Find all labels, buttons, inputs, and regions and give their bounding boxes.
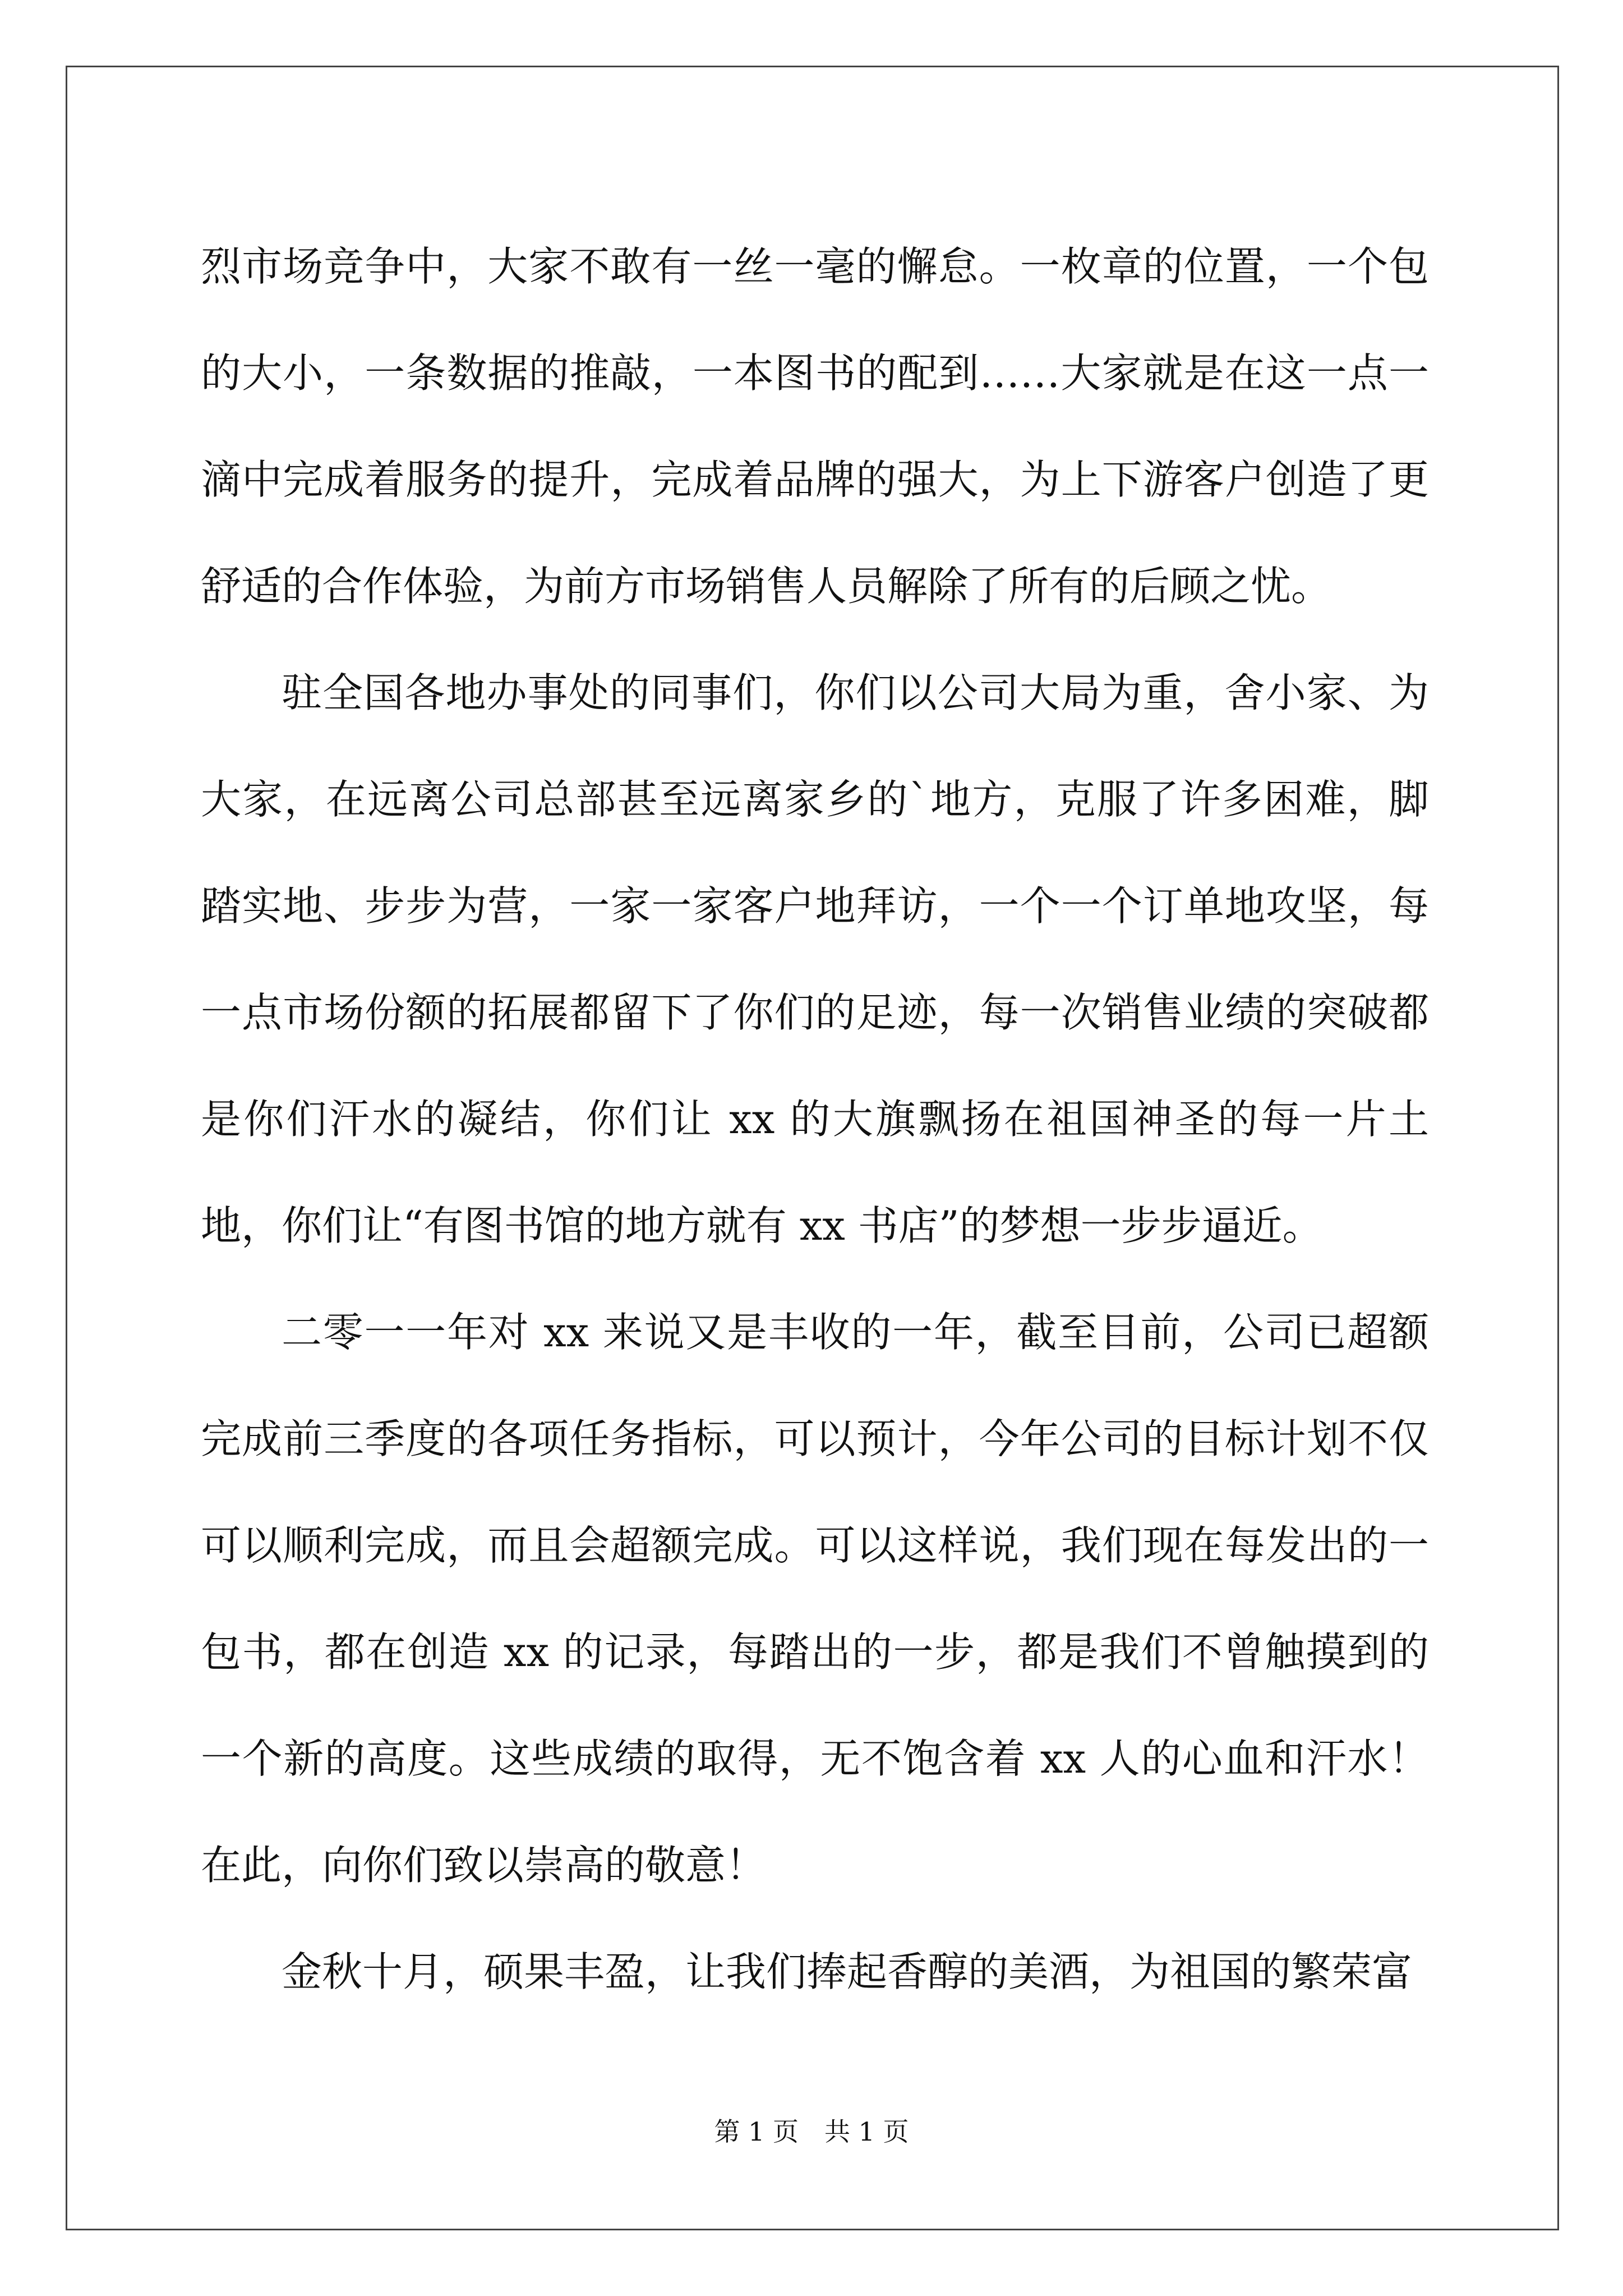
paragraph-4: 金秋十月，硕果丰盈，让我们捧起香醇的美酒，为祖国的繁荣富 [282, 1948, 1413, 1995]
paragraph-1: 烈市场竞争中，大家不敢有一丝一毫的懈怠。一枚章的位置，一个包的大小，一条数据的推敲，一本图书的配到……大家就是在这一点一滴中完成着服务的提升，完成着品牌的强大，为上下游客户创造了更舒适的合作体验，为前方市场销售人员解除了所有的后顾之忧。 [201, 243, 1429, 610]
paragraph-3: 二零一一年对 xx 来说又是丰收的一年，截至目前，公司已超额完成前三季度的各项任务指标，可以预计，今年公司的目标计划不仅可以顺利完成，而且会超额完成。可以这样说，我们现在每发出的一包书，都在创造 xx 的记录，每踏出的一步，都是我们不曾触摸到的一个新的高度。这些成绩的取得，无不饱含着 xx 人的心血和汗水！在此，向你们致以崇高的敬意！ [201, 1309, 1429, 1889]
paragraph-2: 驻全国各地办事处的同事们，你们以公司大局为重，舍小家、为大家，在远离公司总部甚至远离家乡的`地方，克服了许多困难，脚踏实地、步步为营，一家一家客户地拜访，一个一个订单地攻坚，每一点市场份额的拓展都留下了你们的足迹，每一次销售业绩的突破都是你们汗水的凝结，你们让 xx 的大旗飘扬在祖国神圣的每一片土地，你们让“有图书馆的地方就有 xx 书店”的梦想一步步逼近。 [201, 669, 1429, 1249]
document-body [201, 213, 1429, 2025]
page-number-footer: 第 1 页 共 1 页 [714, 2116, 909, 2147]
